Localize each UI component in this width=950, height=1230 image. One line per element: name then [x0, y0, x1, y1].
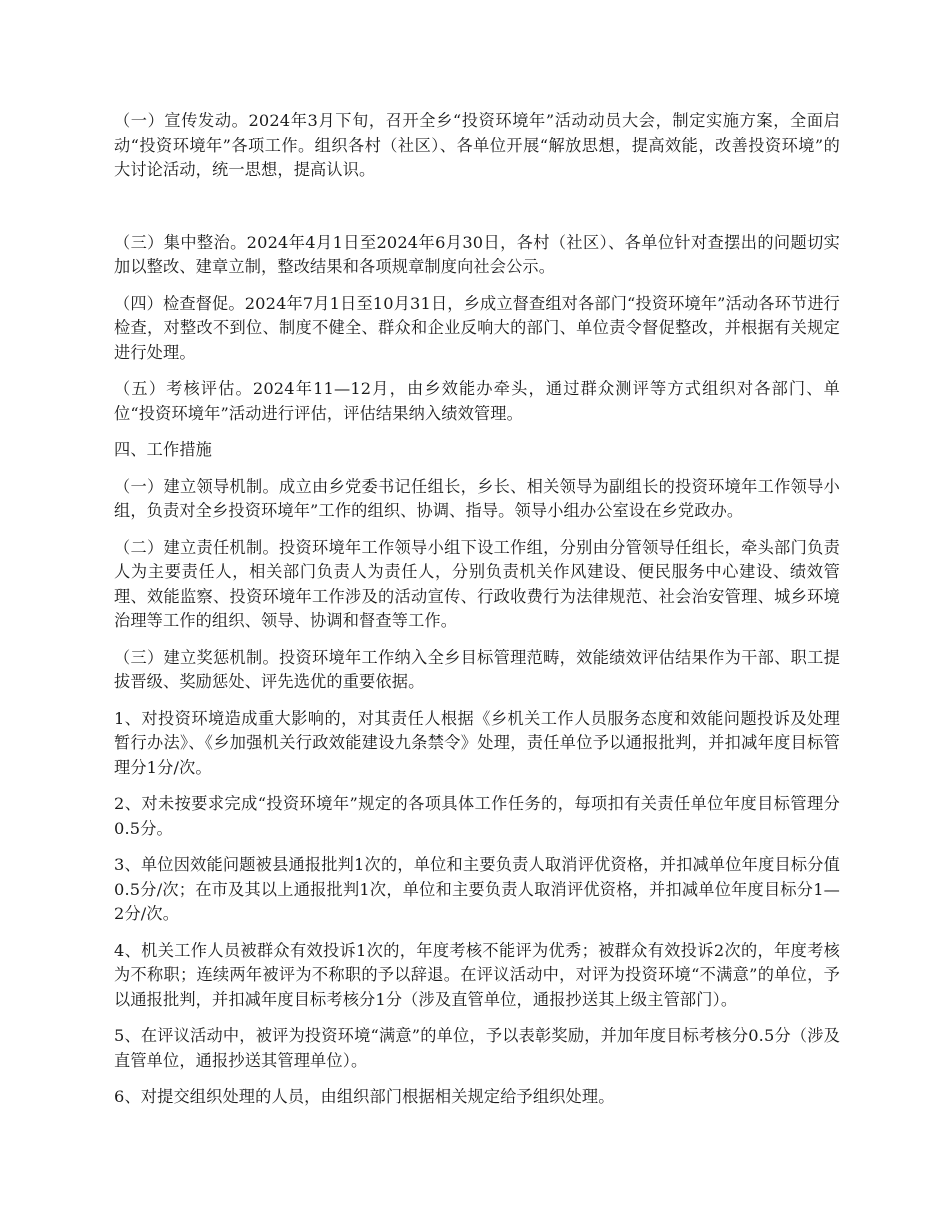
list-item-6: 6、对提交组织处理的人员，由组织部门根据相关规定给予组织处理。: [114, 1087, 615, 1106]
list-item-3: 3、单位因效能问题被县通报批判1次的，单位和主要负责人取消评优资格，并扣减单位年度目标分值0.5分/次；在市及其以上通报批判1次，单位和主要负责人取消评优资格，并扣减单位年度目标分1—2分/次。: [114, 855, 840, 923]
list-item-1: 1、对投资环境造成重大影响的，对其责任人根据《乡机关工作人员服务态度和效能问题投诉及处理暂行办法》、《乡加强机关行政效能建设九条禁令》处理，责任单位予以通报批判，并扣减年度目标管理分1分/次。: [114, 708, 840, 777]
paragraph-inspection: （四）检查督促。2024年7月1日至10月31日，乡成立督查组对各部门“投资环境年”活动各环节进行检查，对整改不到位、制度不健全、群众和企业反响大的部门、单位责令督促整改，并根据有关规定进行处理。: [114, 293, 840, 362]
paragraph-rewards: （三）建立奖惩机制。投资环境年工作纳入全乡目标管理范畴，效能绩效评估结果作为干部、职工提拔晋级、奖励惩处、评先选优的重要依据。: [114, 647, 840, 691]
list-item-5: 5、在评议活动中，被评为投资环境“满意”的单位，予以表彰奖励，并加年度目标考核分0.5分（涉及直管单位，通报抄送其管理单位）。: [114, 1026, 840, 1070]
paragraph-assessment: （五）考核评估。2024年11—12月，由乡效能办牵头，通过群众测评等方式组织对各部门、单位“投资环境年”活动进行评估，评估结果纳入绩效管理。: [114, 379, 840, 423]
paragraph-gap: [114, 195, 840, 231]
list-item-4: 4、机关工作人员被群众有效投诉1次的，年度考核不能评为优秀；被群众有效投诉2次的，年度考核为不称职；连续两年被评为不称职的予以辞退。在评议活动中，对评为投资环境“不满意”的单位，予以通报批判，并扣减年度目标考核分1分（涉及直管单位，通报抄送其上级主管部门）。: [114, 940, 840, 1009]
paragraph-publicity: （一）宣传发动。2024年3月下旬，召开全乡“投资环境年”活动动员大会，制定实施方案，全面启动“投资环境年”各项工作。组织各村（社区）、各单位开展“解放思想，提高效能，改善投资环境”的大讨论活动，统一思想，提高认识。: [114, 111, 840, 179]
paragraph-rectification: （三）集中整治。2024年4月1日至2024年6月30日，各村（社区）、各单位针对查摆出的问题切实加以整改、建章立制，整改结果和各项规章制度向社会公示。: [114, 232, 840, 276]
paragraph-responsibility: （二）建立责任机制。投资环境年工作领导小组下设工作组，分别由分管领导任组长，牵头部门负责人为主要责任人，相关部门负责人为责任人，分别负责机关作风建设、便民服务中心建设、绩效管理、效能监察、投资环境年工作涉及的活动宣传、行政收费行为法律规范、社会治安管理、城乡环境治理等工作的组织、领导、协调和督查等工作。: [114, 537, 840, 630]
document-page: [114, 109, 840, 1122]
list-item-2: 2、对未按要求完成“投资环境年”规定的各项具体工作任务的，每项扣有关责任单位年度目标管理分0.5分。: [114, 794, 840, 838]
paragraph-leadership: （一）建立领导机制。成立由乡党委书记任组长，乡长、相关领导为副组长的投资环境年工作领导小组，负责对全乡投资环境年”工作的组织、协调、指导。领导小组办公室设在乡党政办。: [114, 476, 840, 520]
section-heading-measures: 四、工作措施: [114, 440, 213, 459]
